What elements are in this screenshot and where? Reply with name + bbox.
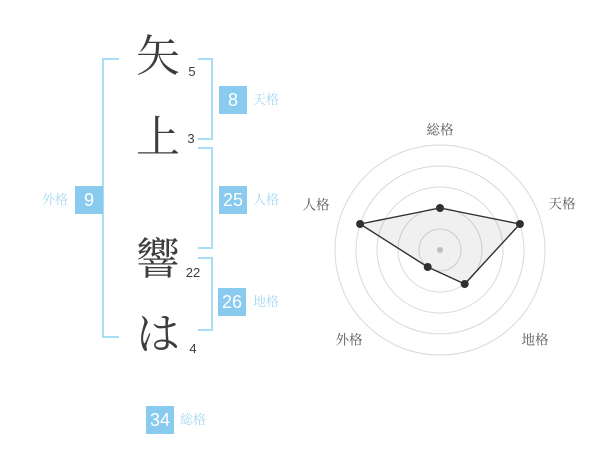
name-char-3: 響 xyxy=(136,235,180,284)
radar-axis-label: 地格 xyxy=(521,332,549,348)
stroke-count-4: 4 xyxy=(189,341,197,356)
name-char-1: 矢 xyxy=(136,32,180,81)
name-char-2: 上 xyxy=(136,113,180,162)
jinkaku-bracket-tick-top xyxy=(198,147,213,149)
jinkaku-value-badge: 25 xyxy=(219,186,247,214)
stroke-count-3: 22 xyxy=(185,265,201,280)
jinkaku-bracket-line xyxy=(211,147,213,249)
jinkaku-bracket-tick-bottom xyxy=(198,247,213,249)
chikaku-value-badge: 26 xyxy=(218,288,246,316)
radar-data-point xyxy=(436,204,444,212)
chikaku-bracket-tick-top xyxy=(198,257,213,259)
tenkaku-bracket-tick-bottom xyxy=(198,138,213,140)
name-char-4: は xyxy=(136,310,180,359)
tenkaku-bracket-tick-top xyxy=(198,58,213,60)
stroke-count-2: 3 xyxy=(187,131,195,146)
jinkaku-label: 人格 xyxy=(253,192,280,207)
radar-center-dot xyxy=(437,247,443,253)
tenkaku-value-badge: 8 xyxy=(219,86,247,114)
gaikaku-value-badge: 9 xyxy=(75,186,103,214)
tenkaku-label: 天格 xyxy=(253,92,280,107)
gaikaku-bracket-tick-bottom xyxy=(102,336,119,338)
gaikaku-label: 外格 xyxy=(41,192,68,207)
radar-chart-svg xyxy=(290,115,590,360)
tenkaku-bracket-line xyxy=(211,58,213,140)
chikaku-bracket-line xyxy=(211,257,213,331)
radar-axis-label: 総格 xyxy=(426,122,454,138)
radar-axis-label: 人格 xyxy=(302,197,330,213)
radar-data-point xyxy=(461,280,469,288)
soukaku-label: 総格 xyxy=(180,412,207,427)
radar-axis-label: 外格 xyxy=(335,332,363,348)
radar-axis-label: 天格 xyxy=(548,196,576,212)
chikaku-label: 地格 xyxy=(253,294,280,309)
soukaku-value-badge: 34 xyxy=(146,406,174,434)
radar-data-point xyxy=(516,220,524,228)
radar-data-point xyxy=(356,220,364,228)
radar-data-polygon xyxy=(360,208,520,284)
radar-chart xyxy=(290,115,590,360)
stroke-count-1: 5 xyxy=(188,64,196,79)
chikaku-bracket-tick-bottom xyxy=(198,329,213,331)
radar-data-point xyxy=(424,263,432,271)
gaikaku-bracket-tick-top xyxy=(102,58,119,60)
